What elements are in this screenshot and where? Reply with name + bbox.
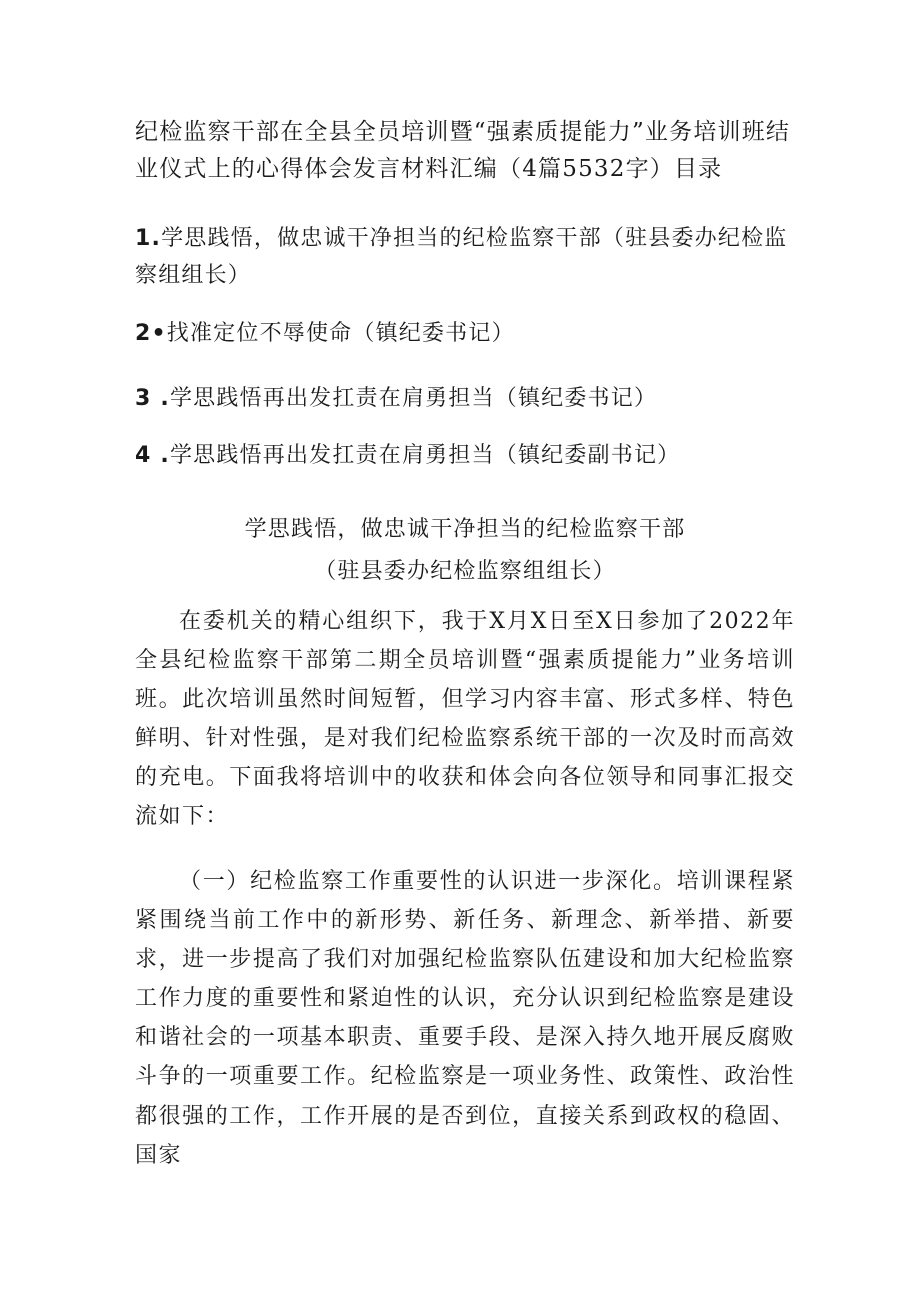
section-subtitle: （驻县委办纪检监察组组长）	[314, 559, 616, 584]
toc-item-text: 学思践悟，做忠诚干净担当的纪检监察干部（驻县委办纪检监察组组长）	[135, 226, 788, 288]
body-paragraph-1: 在委机关的精心组织下，我于X月X日至X日参加了2022年全县纪检监察干部第二期全员培训暨“强素质提能力”业务培训班。此次培训虽然时间短暂，但学习内容丰富、形式多样、特色鲜明、针对性强，是对我们纪检监察系统干部的一次及时而高效的充电。下面我将培训中的收获和体会向各位领导和同事汇报交流如下：	[135, 609, 795, 830]
toc-item-number: 4 .	[135, 443, 170, 468]
toc-item-text: 找准定位不辱使命（镇纪委书记）	[166, 321, 515, 346]
toc-item-2	[135, 315, 795, 352]
toc-item-number: 2•	[135, 321, 167, 346]
toc-item-4	[135, 437, 795, 474]
toc-item-number: 1.	[135, 226, 162, 251]
toc-item-number: 3 .	[135, 386, 170, 411]
toc-item-3	[135, 380, 795, 417]
body-paragraph-2: （一）纪检监察工作重要性的认识进一步深化。培训课程紧紧围绕当前工作中的新形势、新任务、新理念、新举措、新要求，进一步提高了我们对加强纪检监察队伍建设和加大纪检监察工作力度的重要性和紧迫性的认识，充分认识到纪检监察是建设和谐社会的一项基本职责、重要手段、是深入持久地开展反腐败斗争的一项重要工作。纪检监察是一项业务性、政策性、政治性都很强的工作，工作开展的是否到位，直接关系到政权的稳固、国家	[135, 869, 795, 1168]
toc-item-1	[135, 220, 795, 294]
toc-item-text: 学思践悟再出发扛责在肩勇担当（镇纪委书记）	[169, 386, 658, 411]
document-title: 纪检监察干部在全县全员培训暨“强素质提能力”业务培训班结业仪式上的心得体会发言材料汇编（4篇5532字）目录	[135, 119, 791, 182]
toc-item-text: 学思践悟再出发扛责在肩勇担当（镇纪委副书记）	[169, 443, 681, 468]
section-title: 学思践悟，做忠诚干净担当的纪检监察干部	[244, 517, 686, 542]
